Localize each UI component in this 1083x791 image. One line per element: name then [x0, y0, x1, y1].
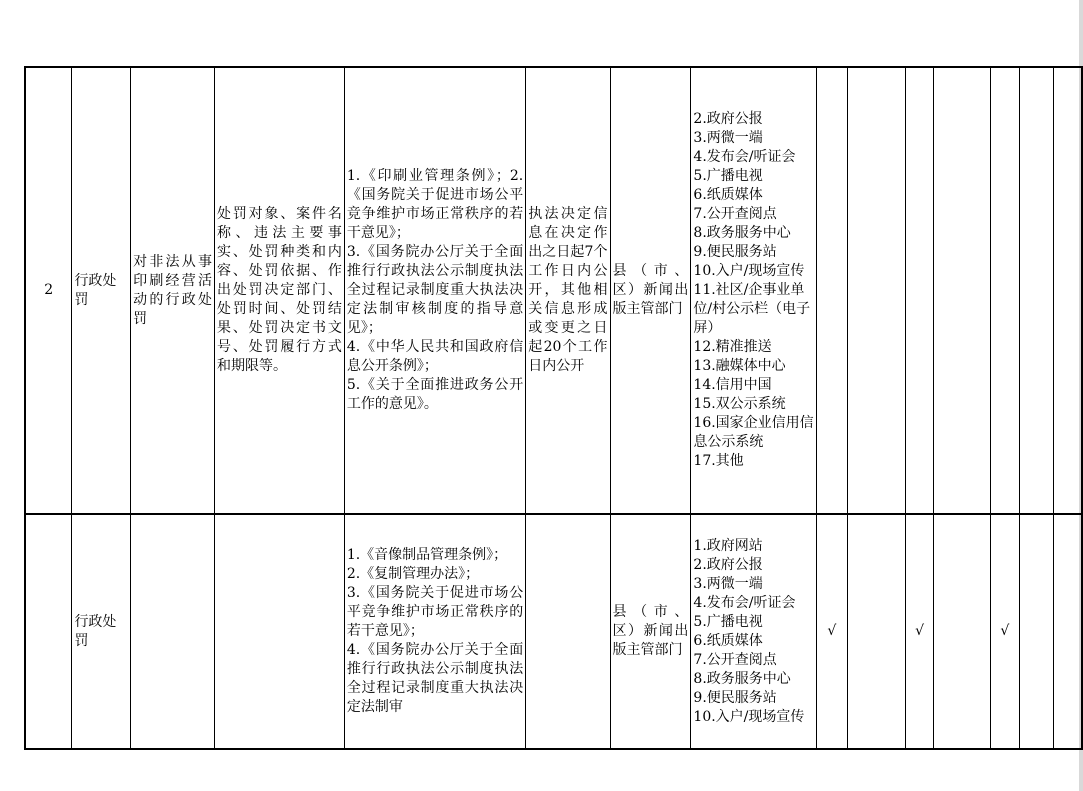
basis-line: 2.《复制管理办法》； — [346, 566, 480, 582]
basis-line: 3.《国务院关于促进市场公平竞争维护市场正常秩序的若干意见》； — [346, 585, 524, 639]
row-number — [25, 514, 72, 749]
channel-item: 9.便民服务站 — [693, 689, 777, 706]
channel-item: 6.纸质媒体 — [693, 187, 763, 203]
table-row — [25, 514, 1082, 749]
mark-cell: √ — [817, 514, 847, 749]
content-cell: 处罚对象、案件名称、违法主要事实、处罚种类和内容、处罚依据、作出处罚决定部门、处罚时间、处罚结果、处罚决定书文号、处罚履行方式和期限等。 — [215, 67, 345, 514]
channel-item: 6.纸质媒体 — [693, 632, 763, 649]
row-number: 2 — [25, 67, 72, 514]
channel-item: 2.政府公报 — [693, 111, 763, 127]
department-cell: 县（市、区）新闻出版主管部门 — [610, 67, 691, 514]
mark-cell — [934, 67, 990, 514]
mark-cell — [847, 67, 905, 514]
channel-item: 10.入户/现场宣传 — [693, 708, 805, 725]
mark-cell — [1054, 514, 1082, 749]
channel-item: 9.便民服务站 — [693, 244, 777, 260]
channel-item: 14.信用中国 15.双公示系统 — [693, 377, 800, 412]
basis-line: 5.《关于全面推进政务公开工作的意见》。 — [346, 377, 524, 412]
mark-cell — [934, 514, 990, 749]
mark-cell — [1020, 514, 1054, 749]
channel-item: 7.公开查阅点 — [693, 651, 777, 668]
channel-item: 11.社区/企事业单位/村公示栏（电子屏） — [693, 282, 811, 336]
time-limit-cell — [526, 514, 610, 749]
basis-cell — [344, 514, 525, 749]
channel-item: 1.政府网站 — [693, 537, 763, 554]
item-cell — [131, 514, 215, 749]
category-cell: 行政处罚 — [72, 514, 131, 749]
channel-item: 8.政务服务中心 — [693, 670, 791, 687]
basis-line: 1.《音像制品管理条例》； — [346, 547, 508, 563]
mark-cell: √ — [905, 514, 934, 749]
channel-item: 16.国家企业信用信息公示系统 — [693, 415, 814, 450]
content-cell — [215, 514, 345, 749]
channel-item: 12.精准推送 13.融媒体中心 — [693, 339, 800, 374]
department-cell: 县（市、区）新闻出版主管部门 — [610, 514, 691, 749]
channel-item: 3.两微一端 — [693, 130, 763, 146]
channel-item: 5.广播电视 — [693, 168, 763, 184]
channel-item: 10.入户/现场宣传 — [693, 263, 805, 279]
channel-item: 7.公开查阅点 — [693, 206, 777, 222]
basis-cell — [344, 67, 525, 514]
mark-cell: √ — [990, 514, 1019, 749]
channels-cell — [691, 67, 817, 514]
mark-cell — [847, 514, 905, 749]
basis-line: 4.《中华人民共和国政府信息公开条例》； — [346, 339, 524, 374]
time-limit-cell: 执法决定信息在决定作出之日起7个工作日内公开，其他相关信息形成或变更之日起20个工作日内公开 — [526, 67, 610, 514]
mark-cell — [1020, 67, 1054, 514]
category-cell: 行政处罚 — [72, 67, 131, 514]
mark-cell — [817, 67, 847, 514]
channel-item: 2.政府公报 — [693, 556, 763, 573]
channels-cell — [691, 514, 817, 749]
disclosure-table — [24, 66, 1083, 750]
channel-item: 4.发布会/听证会 — [693, 149, 796, 165]
table-row — [25, 67, 1082, 514]
mark-cell — [990, 67, 1019, 514]
basis-line: 1.《印刷业管理条例》；2.《国务院关于促进市场公平竞争维护市场正常秩序的若干意见》； — [346, 168, 524, 241]
item-cell: 对非法从事印刷经营活动的行政处罚 — [131, 67, 215, 514]
channel-item: 8.政务服务中心 — [693, 225, 791, 241]
mark-cell — [1054, 67, 1082, 514]
channel-item: 3.两微一端 — [693, 575, 763, 592]
channel-item: 17.其他 — [693, 453, 744, 469]
basis-line: 4.《国务院办公厅关于全面推行行政执法公示制度执法全过程记录制度重大执法决定法制审 — [346, 642, 524, 715]
channel-item: 4.发布会/听证会 — [693, 594, 796, 611]
basis-line: 3.《国务院办公厅关于全面推行行政执法公示制度执法全过程记录制度重大执法决定法制审核制度的指导意见》； — [346, 244, 524, 336]
mark-cell — [905, 67, 934, 514]
channel-item: 5.广播电视 — [693, 613, 763, 630]
